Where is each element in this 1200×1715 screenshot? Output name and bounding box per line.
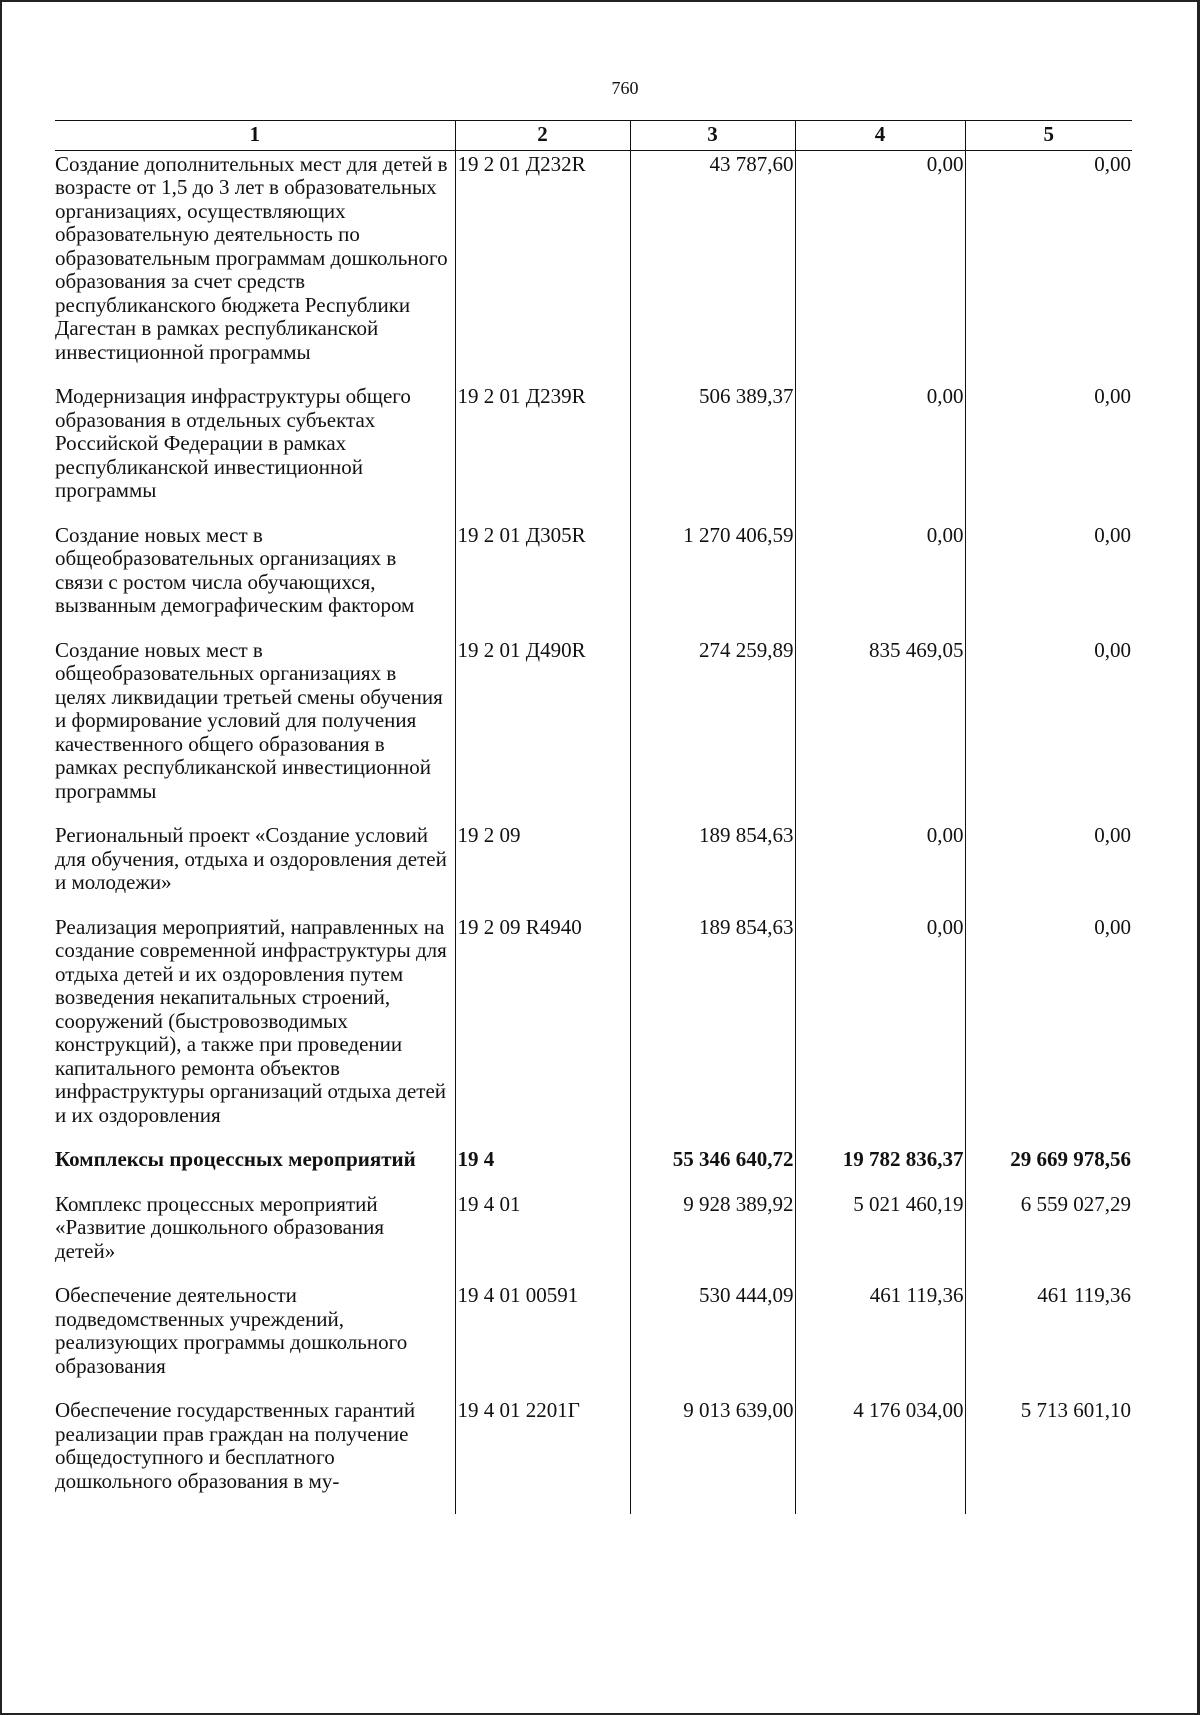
row-name-cell: Реализация мероприятий, направленных на создание современной инфраструктуры для отдыха детей и их оздоровления путем возведения некапитальных строений, сооружений (быстровозводимых конструкций), а также при проведении капитального ремонта объектов инфраструктуры организаций отдыха детей и их оздоровления (55, 914, 447, 1127)
row-value-col3: 506 389,37 (630, 385, 795, 524)
row-value-col5: 0,00 (965, 524, 1132, 639)
table-row (55, 1148, 1132, 1193)
row-value-col5: 5 713 601,10 (965, 1399, 1132, 1514)
row-value-col5: 0,00 (965, 639, 1132, 825)
table-row (55, 1399, 1132, 1514)
row-value-col4: 0,00 (795, 385, 965, 524)
row-value-col3: 9 928 389,92 (630, 1193, 795, 1285)
row-code-cell: 19 2 01 Д232R (455, 150, 630, 385)
row-value-col4: 0,00 (795, 916, 965, 1149)
table-row (55, 150, 1132, 385)
table-row (55, 916, 1132, 1149)
header-col-3: 3 (630, 121, 795, 151)
row-value-col3: 189 854,63 (630, 916, 795, 1149)
table-row (55, 1284, 1132, 1399)
row-value-col4: 4 176 034,00 (795, 1399, 965, 1514)
row-code-cell: 19 4 01 2201Г (455, 1399, 630, 1514)
scan-border-top (0, 0, 1200, 2)
page-number: 760 (611, 78, 639, 98)
row-value-col3: 530 444,09 (630, 1284, 795, 1399)
row-code-cell: 19 4 01 (455, 1193, 630, 1285)
row-name-cell: Создание дополнительных мест для детей в возрасте от 1,5 до 3 лет в образовательных организациях, осуществляющих образовательную деятельность по образовательным программам дошкольного образования за счет средств республиканского бюджета Республики Дагестан в рамках республиканской инвестиционной программы (55, 151, 448, 364)
row-value-col4: 0,00 (795, 150, 965, 385)
row-value-col5: 0,00 (965, 824, 1132, 916)
table-row (55, 524, 1132, 639)
row-value-col4: 0,00 (795, 524, 965, 639)
header-col-5: 5 (965, 121, 1132, 151)
row-value-col3: 189 854,63 (630, 824, 795, 916)
row-value-col4: 19 782 836,37 (795, 1148, 965, 1193)
row-value-col4: 835 469,05 (795, 639, 965, 825)
row-code-cell: 19 4 (455, 1148, 630, 1193)
row-value-col4: 5 021 460,19 (795, 1193, 965, 1285)
header-col-1: 1 (55, 121, 455, 151)
row-name-cell: Обеспечение деятельности подведомственных учреждений, реализующих программы дошкольного образования (55, 1283, 408, 1378)
row-code-cell: 19 2 09 (455, 824, 630, 916)
row-code-cell: 19 2 09 R4940 (455, 916, 630, 1149)
row-value-col5: 0,00 (965, 916, 1132, 1149)
row-name-cell: Обеспечение государственных гарантий реализации прав граждан на получение общедоступного и бесплатного дошкольного образования в му- (55, 1398, 416, 1493)
table-row (55, 1193, 1132, 1285)
row-code-cell: 19 2 01 Д239R (455, 385, 630, 524)
row-code-cell: 19 2 01 Д305R (455, 524, 630, 639)
budget-table (55, 120, 1132, 1514)
row-code-cell: 19 4 01 00591 (455, 1284, 630, 1399)
header-col-2: 2 (455, 121, 630, 151)
table-header (55, 121, 1132, 151)
row-value-col3: 274 259,89 (630, 639, 795, 825)
row-name-cell: Комплекс процессных мероприятий «Развитие дошкольного образования детей» (55, 1191, 385, 1263)
row-code-cell: 19 2 01 Д490R (455, 639, 630, 825)
row-value-col4: 461 119,36 (795, 1284, 965, 1399)
row-value-col5: 461 119,36 (965, 1284, 1132, 1399)
row-name-cell: Региональный проект «Создание условий для обучения, отдыха и оздоровления детей и молодежи» (55, 823, 447, 894)
row-value-col3: 43 787,60 (630, 150, 795, 385)
row-value-col3: 55 346 640,72 (630, 1148, 795, 1193)
row-value-col5: 6 559 027,29 (965, 1193, 1132, 1285)
table-row (55, 824, 1132, 916)
table-row (55, 385, 1132, 524)
budget-table-container (55, 120, 1132, 1514)
row-value-col5: 29 669 978,56 (965, 1148, 1132, 1193)
row-name-cell: Комплексы процессных мероприятий (55, 1147, 416, 1171)
row-name-cell: Создание новых мест в общеобразовательных организациях в связи с ростом числа обучающихся, вызванным демографическим фактором (55, 522, 415, 617)
header-col-4: 4 (795, 121, 965, 151)
row-name-cell: Модернизация инфраструктуры общего образования в отдельных субъектах Российской Федерации в рамках республиканской инвестиционной программы (55, 384, 411, 502)
header-row (55, 121, 1132, 151)
row-value-col3: 9 013 639,00 (630, 1399, 795, 1514)
row-value-col5: 0,00 (965, 150, 1132, 385)
row-value-col3: 1 270 406,59 (630, 524, 795, 639)
scan-border-left (0, 0, 2, 1715)
table-row (55, 639, 1132, 825)
row-name-cell: Создание новых мест в общеобразовательных организациях в целях ликвидации третьей смены обучения и формирование условий для получения качественного общего образования в рамках республиканской инвестиционной программы (55, 637, 443, 803)
row-value-col4: 0,00 (795, 824, 965, 916)
table-body (55, 150, 1132, 1514)
row-value-col5: 0,00 (965, 385, 1132, 524)
